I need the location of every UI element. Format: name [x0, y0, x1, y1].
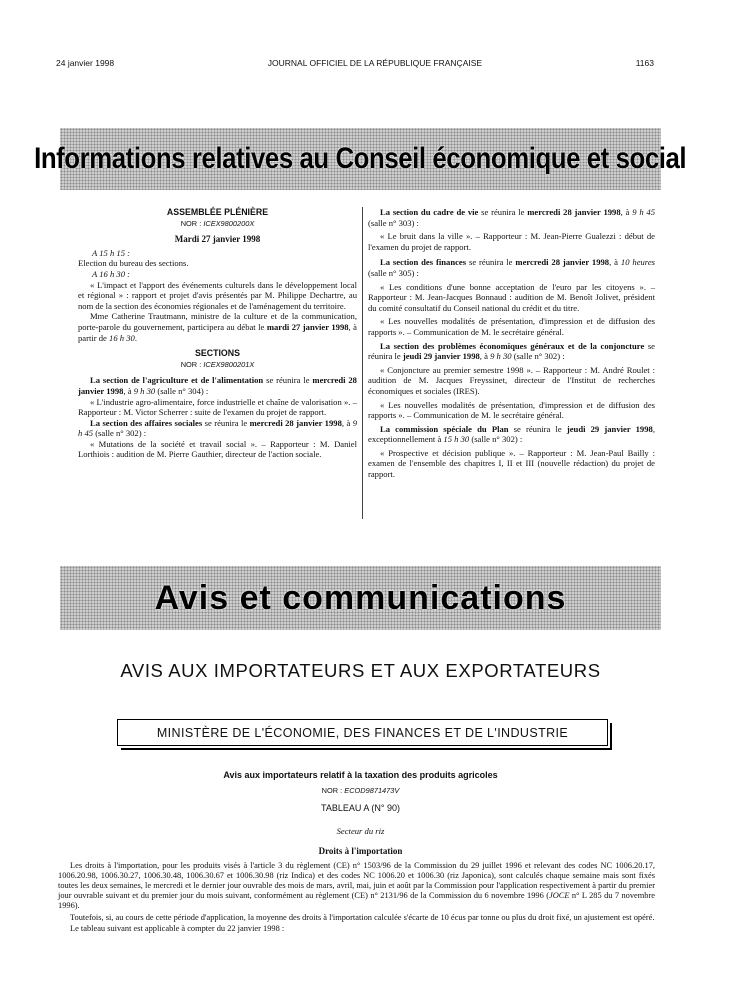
agenda-item: « Conjoncture au premier semestre 1998 ». – Rapporteur : M. André Roulet : audition de M. Jacques Freyssinet, directeur de l'Institut de recherches économiques et sociales (IRES).	[368, 364, 655, 396]
agenda-item: « L'industrie agro-alimentaire, force industrielle et chaîne de valorisation ». – Rapporteur : M. Victor Scherrer : suite de l'examen du projet de rapport.	[78, 396, 357, 418]
avis-subtitle: Avis aux importateurs relatif à la taxation des produits agricoles	[223, 770, 498, 780]
time-15h15: A 15 h 15 :	[92, 247, 131, 258]
section-notice: La section des finances se réunira le mercredi 28 janvier 1998, à 10 heures (salle n° 305) :	[368, 257, 655, 278]
nor-reference: NOR : ECOD9871473V	[321, 786, 400, 795]
right-column	[368, 207, 655, 480]
tableau-label: TABLEAU A (N° 90)	[321, 803, 400, 813]
ministry-name: MINISTÈRE DE L'ÉCONOMIE, DES FINANCES ET DE L'INDUSTRIE	[156, 725, 569, 740]
avis-body	[58, 861, 655, 934]
section-notice: La section des affaires sociales se réunira le mercredi 28 janvier 1998, à 9 h 45 (salle n° 302) :	[78, 417, 357, 439]
agenda-item: Mme Catherine Trautmann, ministre de la culture et de la communication, porte-parole du gouvernement, participera au débat le mardi 27 janvier 1998, à partir de 16 h 30.	[78, 311, 357, 343]
section-notice: La section du cadre de vie se réunira le mercredi 28 janvier 1998, à 9 h 45 (salle n° 303) :	[368, 207, 656, 228]
header-date: 24 janvier 1998	[56, 58, 115, 68]
agenda-item: « Les nouvelles modalités de présentation, d'impression et de diffusion des rapports ». – Communication de M. le secrétaire général.	[368, 399, 655, 421]
paragraph: Les droits à l'importation, pour les produits visés à l'article 3 du règlement (CE) n° 1503/96 de la Commission du 29 juillet 1996 et relevant des codes NC 1006.20.17, 1006.20.98, 1006.30.27, 1006.30.48, 1006.30.67 et 1006.30.98 (riz Indica) et des codes NC 1006.20 et 1006.30 (riz Japonica), sont calculés chaque semaine mais sont fixés toutes les deux semaines, le mercredi et le dernier jour ouvrable des mois de mars, avril, mai, juin et août par la Commission pour l'application respectivement à partir du premier jour ouvrable suivant et du premier jour du mois suivant, conformément au règlement (CE) n° 2131/96 de la Commission du 6 novembre 1996 (JOCE n° L 285 du 7 novembre 1996).	[58, 861, 655, 910]
paragraph: Le tableau suivant est applicable à compter du 22 janvier 1998 :	[70, 924, 285, 934]
agenda-item: « Mutations de la société et travail social ». – Rapporteur : M. Daniel Lorthiois : audition de M. Pierre Gauthier, directeur de l'action sociale.	[78, 438, 357, 460]
agenda-item: « Le bruit dans la ville ». – Rapporteur : M. Jean-Pierre Gualezzi : début de l'examen du projet de rapport.	[368, 231, 655, 252]
agenda-item: « L'impact et l'apport des événements culturels dans le développement local et régional » : rapport et projet d'avis présentés par M. Philippe Dechartre, au nom de la section des économies régionales et de l'aménagement du territoire.	[78, 279, 357, 311]
banner-ces-title: Informations relatives au Conseil économique et social	[34, 142, 687, 175]
nor-reference: NOR : ICEX9800200X	[180, 218, 255, 228]
paragraph: Toutefois, si, au cours de cette période d'application, la moyenne des droits à l'importation calculée s'écarte de 10 écus par tonne ou plus du droit fixé, un ajustement est opéré.	[70, 912, 655, 922]
agenda-item: Election du bureau des sections.	[78, 258, 189, 269]
agenda-item: « Prospective et décision publique ». – Rapporteur : M. Jean-Paul Bailly : examen de l'ensemble des chapitres I, II et III (nouvelle rédaction) du projet de rapport.	[368, 447, 655, 480]
heading-assemblee-pleniere: ASSEMBLÉE PLÉNIÈRE	[166, 207, 269, 217]
session-date: Mardi 27 janvier 1998	[174, 234, 261, 245]
nor-reference: NOR : ICEX9800201X	[180, 359, 255, 369]
subheading-droits: Droits à l'importation	[318, 846, 403, 856]
avis-heading: AVIS AUX IMPORTATEURS ET AUX EXPORTATEURS	[120, 660, 601, 681]
header-journal-title: JOURNAL OFFICIEL DE LA RÉPUBLIQUE FRANÇAISE	[267, 58, 483, 68]
section-banner-ces	[34, 128, 687, 190]
banner-avis-title: Avis et communications	[154, 578, 567, 617]
time-16h30: A 16 h 30 :	[92, 268, 131, 279]
ministry-box	[117, 719, 608, 746]
left-column	[78, 207, 357, 460]
agenda-item: « Les nouvelles modalités de présentation, d'impression et de diffusion des rapports ». – Communication de M. le secrétaire général.	[368, 316, 655, 337]
header-page-number: 1163	[635, 58, 654, 68]
section-notice: La commission spéciale du Plan se réunira le jeudi 29 janvier 1998, exceptionnellement à 15 h 30 (salle n° 302) :	[368, 423, 655, 445]
running-header	[56, 58, 654, 68]
agenda-item: « Les conditions d'une bonne acceptation de l'euro par les citoyens ». – Rapporteur : M. Jean-Jacques Bonnaud : audition de M. Benoît Jolivet, président du comité consultatif du Conseil national du crédit et du titre.	[368, 281, 655, 313]
section-notice: La section des problèmes économiques généraux et de la conjoncture se réunira le jeudi 29 janvier 1998, à 9 h 30 (salle n° 302) :	[368, 340, 655, 362]
sector-label: Secteur du riz	[336, 826, 385, 836]
section-banner-avis	[60, 566, 661, 630]
heading-sections: SECTIONS	[195, 348, 240, 359]
section-notice: La section de l'agriculture et de l'alimentation se réunira le mercredi 28 janvier 1998, à 9 h 30 (salle n° 304) :	[78, 375, 357, 396]
column-divider	[362, 207, 363, 519]
